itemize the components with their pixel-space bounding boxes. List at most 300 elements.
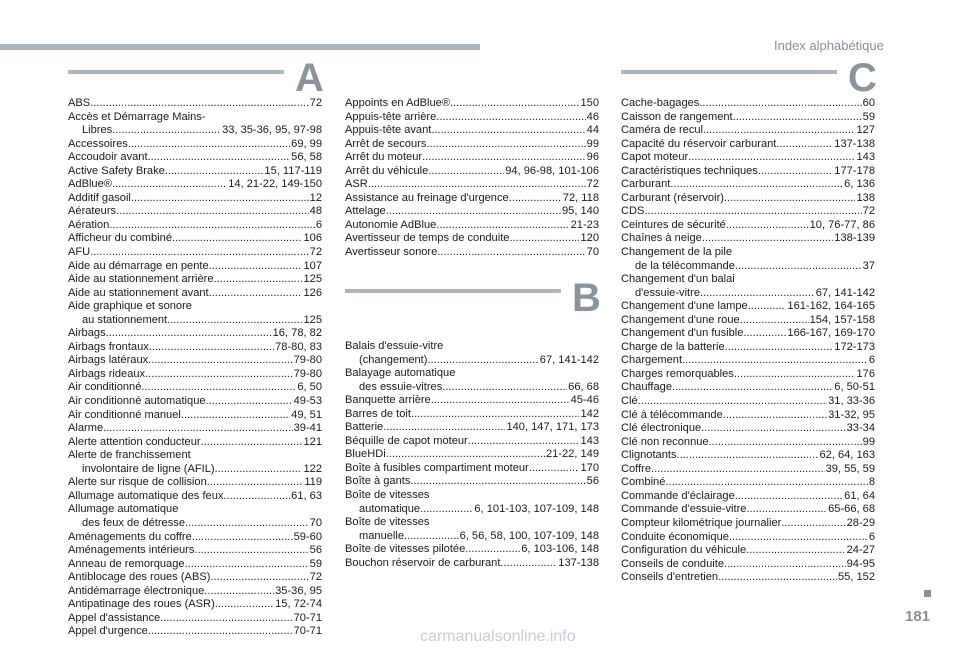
section-a-rule [68, 70, 284, 74]
index-entry [68, 409, 322, 423]
dot-leader [699, 97, 861, 111]
index-column-a-continued [345, 97, 599, 260]
index-entry-term: Commande d'essuie-vitre [621, 503, 747, 516]
dot-leader [112, 178, 227, 192]
index-entry-term: (changement) [359, 353, 428, 366]
end-marker-square [924, 590, 931, 597]
index-entry-term: automatique [359, 502, 421, 515]
index-entry-term: Airbags latéraux [68, 354, 149, 367]
index-entry-pages: 21-22, 149 [545, 448, 599, 461]
index-entry [621, 544, 875, 558]
index-entry-term: Chargement [621, 354, 683, 367]
dot-leader [214, 273, 303, 287]
index-entry-term: Avertisseur sonore [345, 246, 438, 259]
index-entry [345, 138, 599, 152]
index-entry-term: Changement de la pile [621, 246, 733, 259]
index-entry [621, 381, 875, 395]
index-entry-term: manuelle [359, 529, 405, 542]
section-b-rule [345, 289, 561, 293]
index-entry-term: Accessoires [68, 137, 128, 150]
dot-leader [428, 165, 504, 179]
dot-leader [651, 463, 825, 477]
dot-leader [90, 246, 308, 260]
index-entry-term: Additif gasoil [68, 191, 131, 204]
index-entry-pages: 172-173 [834, 340, 875, 353]
dot-leader [758, 165, 833, 179]
index-entry [345, 151, 599, 165]
index-entry-term: Commande d'éclairage [621, 489, 735, 502]
index-entry [345, 111, 599, 125]
index-entry-pages: 56 [586, 475, 599, 488]
dot-leader [431, 124, 585, 138]
index-entry-term: Balais d'essuie-vitre [345, 340, 444, 352]
index-entry-term: Arrêt de secours [345, 137, 427, 150]
dot-leader [223, 490, 290, 504]
index-entry-term: Conseils de conduite [621, 557, 724, 570]
index-entry-pages: 79-80 [293, 354, 322, 367]
index-entry-term: Air conditionné manuel [68, 408, 181, 421]
index-entry-term: Aide au stationnement arrière [68, 273, 214, 286]
index-entry [68, 111, 322, 125]
index-entry [68, 463, 322, 477]
index-entry-pages: 49-53 [293, 395, 322, 408]
index-entry-term: Airbags rideaux [68, 367, 146, 380]
dot-leader [209, 260, 303, 274]
index-entry [345, 192, 599, 206]
index-entry-term: Clé électronique [621, 422, 702, 435]
index-entry-pages: 126 [303, 286, 322, 299]
index-entry [345, 165, 599, 179]
index-entry-pages: 45-46 [570, 394, 599, 407]
index-entry-pages: 78-80, 83 [275, 340, 322, 353]
dot-leader [702, 232, 833, 246]
index-entry-pages: 55, 152 [837, 571, 875, 584]
index-entry-pages: 6, 101-103, 107-109, 148 [474, 502, 599, 515]
dot-leader [185, 517, 309, 531]
index-entry [345, 408, 599, 422]
index-entry-term: Antidémarrage électronique [68, 584, 205, 597]
index-entry [68, 449, 322, 463]
dot-leader [468, 435, 580, 449]
index-entry [68, 178, 322, 192]
index-entry-term: Boîte de vitesses [345, 489, 430, 502]
index-entry-term: Chauffage [621, 381, 672, 394]
index-entry [621, 97, 875, 111]
index-entry [68, 97, 322, 111]
index-entry [345, 97, 599, 111]
index-entry-term: Appuis-tête avant [345, 124, 432, 137]
dot-leader [436, 219, 569, 233]
index-entry-pages: 33-34 [846, 422, 875, 435]
index-entry [68, 354, 322, 368]
dot-leader [167, 314, 302, 328]
index-entry [345, 543, 599, 557]
dot-leader [718, 571, 837, 585]
index-entry [345, 232, 599, 246]
index-entry [345, 462, 599, 476]
index-entry [621, 354, 875, 368]
index-entry [68, 327, 322, 341]
index-entry [621, 124, 875, 138]
dot-leader [411, 408, 580, 422]
index-entry [345, 381, 599, 395]
dot-leader [148, 625, 293, 639]
index-entry [68, 544, 322, 558]
dot-leader [112, 124, 221, 138]
dot-leader [192, 531, 293, 545]
index-entry-pages: 106 [303, 232, 322, 245]
dot-leader [165, 165, 264, 179]
index-entry-pages: 15, 72-74 [275, 598, 322, 611]
index-entry-term: Capacité du réservoir carburant [621, 137, 777, 150]
index-entry [68, 517, 322, 531]
page-number: 181 [905, 608, 931, 625]
dot-leader [207, 476, 304, 490]
index-entry-term: Carburant (réservoir) [621, 191, 724, 204]
section-b-letter: B [572, 276, 601, 320]
index-entry-term: Air conditionné automatique [68, 395, 206, 408]
dot-leader [420, 503, 473, 517]
index-entry-pages: 24-27 [846, 544, 875, 557]
index-entry-pages: 12 [309, 191, 322, 204]
index-entry-pages: 137-138 [558, 556, 599, 569]
dot-leader [740, 314, 809, 328]
index-entry-term: Avertisseur de temps de conduite [345, 232, 510, 245]
index-entry-term: Aménagements du coffre [68, 530, 192, 543]
dot-leader [442, 381, 567, 395]
index-entry [621, 219, 875, 233]
index-entry-pages: 125 [303, 313, 322, 326]
dot-leader [500, 557, 557, 571]
index-entry [345, 354, 599, 368]
index-entry-term: au stationnement [82, 313, 168, 326]
dot-leader [427, 354, 538, 368]
dot-leader [141, 381, 296, 395]
index-entry [68, 476, 322, 490]
index-entry-pages: 10, 76-77, 86 [809, 218, 875, 231]
index-entry-term: Allumage automatique [68, 503, 179, 516]
index-column-a [68, 97, 322, 639]
index-entry-term: Caisson de rangement [621, 110, 733, 123]
index-entry-term: Chaînes à neige [621, 232, 702, 245]
dot-leader [160, 612, 292, 626]
index-entry [68, 260, 322, 274]
index-entry-pages: 48 [309, 205, 322, 218]
index-entry [68, 232, 322, 246]
index-entry-term: Active Safety Brake [68, 164, 165, 177]
index-entry-pages: 161-162, 164-165 [787, 300, 875, 313]
index-entry-pages: 137-138 [834, 137, 875, 150]
index-entry-pages: 138-139 [834, 232, 875, 245]
index-entry [621, 273, 875, 287]
dot-leader [90, 97, 308, 111]
dot-leader [404, 530, 459, 544]
index-entry [621, 192, 875, 206]
index-entry [345, 124, 599, 138]
index-entry-term: Alerte sur risque de collision [68, 476, 207, 489]
dot-leader [725, 341, 834, 355]
index-entry [68, 287, 322, 301]
index-entry-pages: 70-71 [293, 625, 322, 638]
index-entry [68, 395, 322, 409]
index-entry-term: Barres de toit [345, 407, 411, 420]
index-entry [345, 394, 599, 408]
index-entry-term: BlueHDi [345, 448, 386, 461]
index-entry-pages: 143 [580, 434, 599, 447]
dot-leader [709, 436, 862, 450]
dot-leader [735, 490, 843, 504]
index-entry-term: Appel d'urgence [68, 625, 148, 638]
index-entry-pages: 72 [309, 97, 322, 109]
dot-leader [701, 422, 845, 436]
index-entry-term: Cache-bagages [621, 97, 700, 109]
index-entry [621, 314, 875, 328]
index-entry-pages: 143 [856, 151, 875, 164]
dot-leader [148, 354, 292, 368]
index-entry [345, 448, 599, 462]
dot-leader [723, 409, 827, 423]
index-entry [68, 151, 322, 165]
index-entry-term: Caractéristiques techniques [621, 164, 758, 177]
dot-leader [386, 448, 545, 462]
index-entry-pages: 177-178 [834, 164, 875, 177]
index-entry-term: Carburant [621, 178, 671, 191]
index-entry [621, 517, 875, 531]
dot-leader [529, 462, 580, 476]
dot-leader [682, 354, 868, 368]
dot-leader [436, 111, 585, 125]
index-entry [68, 273, 322, 287]
section-c-letter: C [848, 56, 877, 100]
index-entry [68, 314, 322, 328]
dot-leader [106, 327, 272, 341]
dot-leader [201, 436, 303, 450]
index-entry-term: Capot moteur [621, 151, 689, 164]
index-entry [345, 557, 599, 571]
index-entry [68, 341, 322, 355]
dot-leader [437, 246, 585, 260]
index-entry-term: Conduite économique [621, 530, 729, 543]
index-entry-pages: 59 [309, 557, 322, 570]
dot-leader [724, 558, 846, 572]
index-entry [345, 246, 599, 260]
index-entry [68, 422, 322, 436]
index-entry-pages: 21-23 [570, 218, 599, 231]
index-entry-pages: 15, 117-119 [264, 164, 322, 177]
index-entry-pages: 39-41 [293, 422, 322, 435]
index-entry [68, 124, 322, 138]
index-entry-pages: 122 [303, 462, 322, 475]
index-entry-term: Airbags frontaux [68, 340, 149, 353]
index-entry-pages: 56, 58 [291, 151, 322, 164]
index-entry-pages: 127 [856, 124, 875, 137]
index-entry [621, 463, 875, 477]
index-entry-pages: 65-66, 68 [828, 503, 875, 516]
index-entry [621, 300, 875, 314]
index-entry-term: Bouchon réservoir de carburant [345, 556, 501, 569]
dot-leader [206, 395, 293, 409]
index-entry [621, 178, 875, 192]
index-entry-term: Alarme [68, 422, 104, 435]
index-entry-term: Aménagements intérieurs [68, 544, 195, 557]
index-entry-term: Boîte de vitesses [345, 516, 430, 529]
dot-leader [145, 368, 293, 382]
index-entry [621, 368, 875, 382]
index-entry-term: Combiné [621, 476, 666, 489]
index-entry-term: Appel d'assistance [68, 611, 161, 624]
dot-leader [700, 287, 815, 301]
index-entry-term: Alerte de franchissement [68, 449, 191, 462]
index-entry-term: Appuis-tête arrière [345, 110, 437, 123]
index-entry-pages: 6 [868, 530, 875, 543]
dot-leader [781, 517, 845, 531]
index-entry-term: Coffre [621, 462, 652, 475]
dot-leader [185, 558, 309, 572]
index-entry [621, 138, 875, 152]
index-entry-term: Conseils d'entretien [621, 571, 719, 584]
index-entry [68, 219, 322, 233]
index-entry-pages: 72 [309, 571, 322, 584]
index-entry-pages: 79-80 [293, 367, 322, 380]
dot-leader [194, 544, 308, 558]
index-entry-pages: 154, 157-158 [809, 313, 875, 326]
dot-leader [465, 543, 520, 557]
index-entry-term: Arrêt du moteur [345, 151, 423, 164]
index-entry [621, 165, 875, 179]
index-entry [621, 409, 875, 423]
dot-leader [734, 368, 856, 382]
index-entry-term: AdBlue® [68, 178, 112, 191]
index-entry-pages: 33, 35-36, 95, 97-98 [222, 124, 322, 137]
index-entry-pages: 14, 21-22, 149-150 [228, 178, 322, 191]
index-entry-pages: 6, 50 [297, 381, 322, 394]
dot-leader [215, 463, 303, 477]
dot-leader [181, 409, 290, 423]
dot-leader [383, 421, 505, 435]
dot-leader [670, 178, 843, 192]
index-entry [68, 558, 322, 572]
dot-leader [724, 192, 856, 206]
index-entry [621, 287, 875, 301]
dot-leader [688, 151, 855, 165]
index-entry-pages: 16, 78, 82 [272, 327, 322, 340]
index-entry-term: Clignotants [621, 449, 677, 462]
index-entry-pages: 39, 55, 59 [825, 462, 875, 475]
index-entry-term: Boîte à fusibles compartiment moteur [345, 461, 529, 474]
index-entry [68, 381, 322, 395]
dot-leader [368, 178, 586, 192]
index-entry [68, 436, 322, 450]
index-entry [621, 531, 875, 545]
index-entry [345, 489, 599, 503]
index-entry [621, 436, 875, 450]
index-entry-term: de la télécommande [635, 259, 735, 272]
index-entry-pages: 28-29 [846, 516, 875, 529]
dot-leader [422, 151, 586, 165]
index-entry-term: Boîte à gants [345, 475, 411, 488]
index-entry-pages: 107 [303, 259, 322, 272]
index-entry-term: Boîte de vitesses pilotée [345, 543, 466, 556]
index-entry-pages: 95, 140 [561, 205, 599, 218]
index-entry-term: Changement d'un balai [621, 273, 735, 286]
index-entry [621, 205, 875, 219]
dot-leader [672, 381, 833, 395]
dot-leader [644, 205, 861, 219]
dot-leader [743, 327, 786, 341]
index-entry-term: Aide au démarrage en pente [68, 259, 209, 272]
index-entry-pages: 60 [862, 97, 875, 109]
dot-leader [128, 138, 290, 152]
index-entry [345, 435, 599, 449]
index-entry-term: Allumage automatique des feux [68, 489, 224, 502]
index-entry [345, 503, 599, 517]
index-entry-pages: 140, 147, 171, 173 [506, 421, 599, 434]
dot-leader [431, 394, 570, 408]
index-entry-pages: 6, 103-106, 148 [521, 543, 599, 556]
index-entry [68, 368, 322, 382]
dot-leader [703, 124, 855, 138]
dot-leader [665, 476, 867, 490]
index-entry-pages: 72 [309, 246, 322, 259]
dot-leader [410, 475, 585, 489]
index-entry-term: Changement d'une roue [621, 313, 740, 326]
index-entry-term: Clé à télécommande [621, 408, 723, 421]
index-entry-pages: 121 [303, 435, 322, 448]
dot-leader [209, 287, 303, 301]
index-entry-pages: 46 [586, 110, 599, 123]
index-entry [68, 625, 322, 639]
index-entry-term: CDS [621, 205, 645, 218]
index-entry [68, 598, 322, 612]
dot-leader [131, 192, 309, 206]
index-entry-pages: 37 [862, 259, 875, 272]
index-entry [68, 192, 322, 206]
dot-leader [116, 205, 309, 219]
dot-leader [746, 544, 845, 558]
index-entry-term: Aérateurs [68, 205, 117, 218]
index-entry-pages: 176 [856, 367, 875, 380]
index-entry [345, 340, 599, 354]
dot-leader [148, 151, 291, 165]
index-entry-term: Aide au stationnement avant [68, 286, 209, 299]
index-entry-pages: 72 [586, 178, 599, 191]
index-entry-term: Anneau de remorquage [68, 557, 185, 570]
index-entry-term: Assistance au freinage d'urgence [345, 191, 509, 204]
index-entry-pages: 35-36, 95 [275, 584, 322, 597]
index-entry [345, 205, 599, 219]
index-entry-term: Antiblocage des roues (ABS) [68, 571, 211, 584]
index-entry-term: Accès et Démarrage Mains- [68, 110, 206, 123]
dot-leader [426, 138, 585, 152]
index-entry-pages: 69, 99 [291, 137, 322, 150]
index-entry [621, 111, 875, 125]
index-entry-pages: 96 [586, 151, 599, 164]
index-entry-pages: 70-71 [293, 611, 322, 624]
dot-leader [149, 341, 274, 355]
index-entry [621, 327, 875, 341]
index-entry [621, 260, 875, 274]
index-entry [68, 138, 322, 152]
index-entry-pages: 94, 96-98, 101-106 [505, 164, 599, 177]
dot-leader [748, 300, 787, 314]
index-entry [68, 300, 322, 314]
index-entry-pages: 59-60 [293, 530, 322, 543]
dot-leader [509, 192, 562, 206]
index-entry-pages: 61, 64 [844, 489, 875, 502]
index-entry-pages: 6 [315, 218, 322, 231]
index-entry-pages: 170 [580, 461, 599, 474]
index-entry [345, 475, 599, 489]
